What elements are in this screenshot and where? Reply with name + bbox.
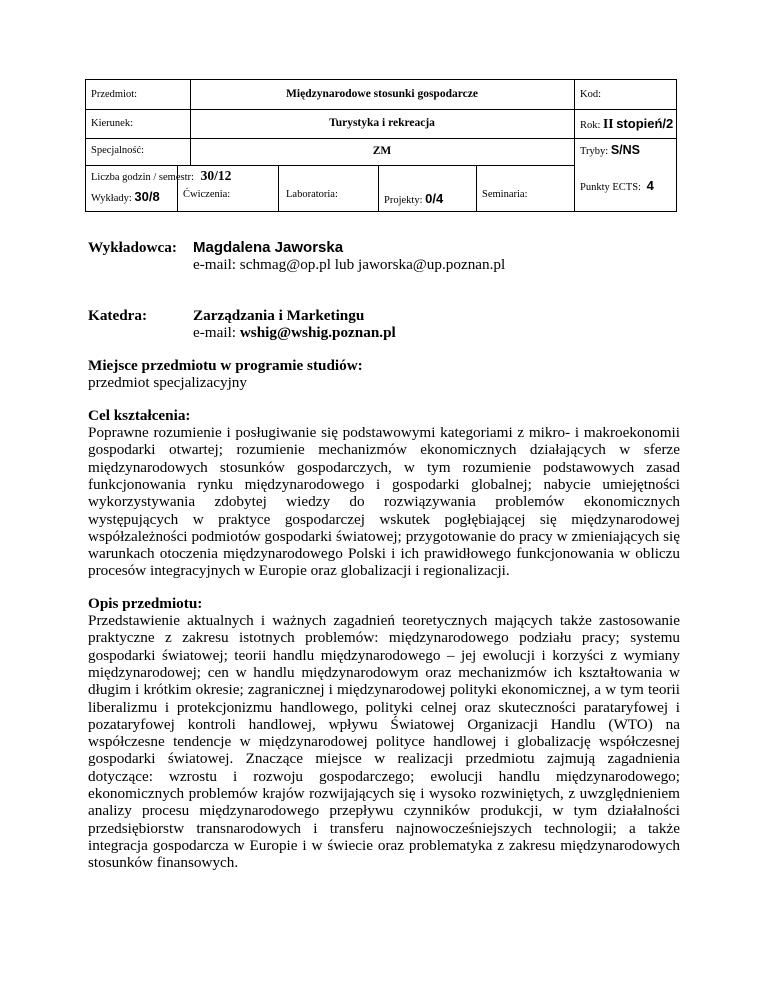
projekty-field [384, 191, 443, 206]
specjalnosc-label: Specjalność: [91, 145, 145, 156]
tryby-value: S/NS [610, 143, 641, 157]
ects-field [580, 178, 654, 193]
department-label: Katedra: [88, 306, 148, 324]
table-divider [86, 109, 676, 110]
tryby-field [580, 143, 640, 157]
wyklady-value: 30/8 [134, 189, 160, 204]
kierunek-value: Turystyka i rekreacja [329, 117, 435, 129]
table-divider [278, 165, 279, 211]
projekty-value: 0/4 [425, 191, 444, 206]
rok-label: Rok: [580, 120, 601, 131]
section-body: przedmiot specjalizacyjny [88, 374, 247, 392]
document-body [88, 239, 680, 872]
lecturer-label: Wykładowca: [88, 239, 177, 256]
section-body: Poprawne rozumienie i posługiwanie się podstawowymi kategoriami z mikro- i makroekonomii gospodarki otwartej; rozumienie mechanizmów ekonomicznych działających w sferze międzynarodowych stosunków gospodarczych, w tym rozumienie podstawowych zasad funkcjonowania rynku międzynarodowego i gospodarki globalnej; nabycie umiejętności wykorzystywania zdobytej wiedzy do rozwiązywania problemów ekonomicznych występujących w praktyce gospodarczej wskutek pogłębiającej się międzynarodowej współzależności podmiotów gospodarki światowej; przygotowanie do pracy w zmieniających się warunkach otoczenia międzynarodowego Polski i ich prawidłowego funkcjonowania w obliczu procesów integracyjnych w Europie oraz globalizacji i regionalizacji. [88, 424, 680, 580]
rok-value: II [603, 116, 614, 131]
projekty-label: Projekty: [384, 195, 423, 206]
lecturer-row [88, 239, 680, 274]
table-divider [86, 138, 676, 139]
department-email-prefix: e-mail: [193, 323, 237, 341]
section-cel [88, 407, 680, 580]
ects-label: Punkty ECTS: [580, 182, 641, 193]
table-divider [378, 165, 379, 211]
section-title: Miejsce przedmiotu w programie studiów: [88, 357, 363, 375]
cwiczenia-label: Ćwiczenia: [183, 189, 231, 200]
godziny-field [91, 168, 231, 184]
kod-label: Kod: [580, 89, 601, 100]
department-row [88, 307, 680, 342]
seminaria-label: Seminaria: [482, 189, 528, 200]
laboratoria-label: Laboratoria: [286, 189, 338, 200]
przedmiot-value: Międzynarodowe stosunki gospodarcze [286, 88, 478, 100]
section-body: Przedstawienie aktualnych i ważnych zagadnień teoretycznych mających także zastosowanie praktyczne z zakresu istotnych problemów: międzynarodowego podziału pracy; systemu gospodarki światowej; teorii handlu międzynarodowego – jej ewolucji i korzyści z wymiany międzynarodowej; cen w handlu międzynarodowym oraz mechanizmów ich kształtowania w długim i krótkim okresie; zagranicznej i międzynarodowej polityki ekonomicznej, a w tym teorii liberalizmu i protekcjonizmu handlowego, polityki celnej oraz skuteczności parataryfowej i pozataryfowej kontroli handlowej, wpływu Światowej Organizacji Handlu (WTO) na współczesne tendencje w międzynarodowej polityce handlowej i globalizację współczesnej gospodarki światowej. Znaczące miejsce w realizacji przedmiotu zajmują zagadnienia dotyczące: wzrostu i rozwoju gospodarczego; ewolucji handlu międzynarodowego; ekonomicznych problemów krajów rozwijających się i wysoko rozwiniętych, z uwzględnieniem analizy procesu międzynarodowego przepływu czynników produkcji, w tym działalności przedsiębiorstw transnarodowych i transferu najnowocześniejszych technologii; a także integracja gospodarcza w Europie i w świecie oraz problematyka z zakresu międzynarodowych stosunków finansowych. [88, 612, 680, 872]
specjalnosc-value: ZM [372, 145, 392, 157]
rok-stopien: stopień/2 [616, 116, 674, 131]
lecturer-email: e-mail: schmag@op.pl lub jaworska@up.poznan.pl [193, 256, 506, 274]
rok-field [580, 116, 673, 132]
wyklady-label: Wykłady: [91, 193, 132, 204]
department-name: Zarządzania i Marketingu [193, 306, 365, 324]
section-title: Cel kształcenia: [88, 406, 191, 424]
godziny-value: 30/12 [200, 168, 232, 183]
godziny-label: Liczba godzin / semestr: [91, 172, 194, 183]
course-info-table [85, 79, 677, 212]
table-divider [476, 165, 477, 211]
department-email-line [193, 324, 396, 341]
tryby-label: Tryby: [580, 146, 609, 157]
department-email: wshig@wshig.poznan.pl [239, 323, 396, 341]
kierunek-label: Kierunek: [91, 118, 133, 129]
section-miejsce [88, 357, 680, 392]
table-divider [86, 165, 574, 166]
przedmiot-label: Przedmiot: [91, 89, 138, 100]
lecturer-name: Magdalena Jaworska [193, 239, 344, 256]
wyklady-field [91, 189, 160, 204]
section-opis [88, 595, 680, 872]
ects-value: 4 [646, 178, 654, 193]
table-divider [574, 80, 575, 211]
section-title: Opis przedmiotu: [88, 594, 203, 612]
